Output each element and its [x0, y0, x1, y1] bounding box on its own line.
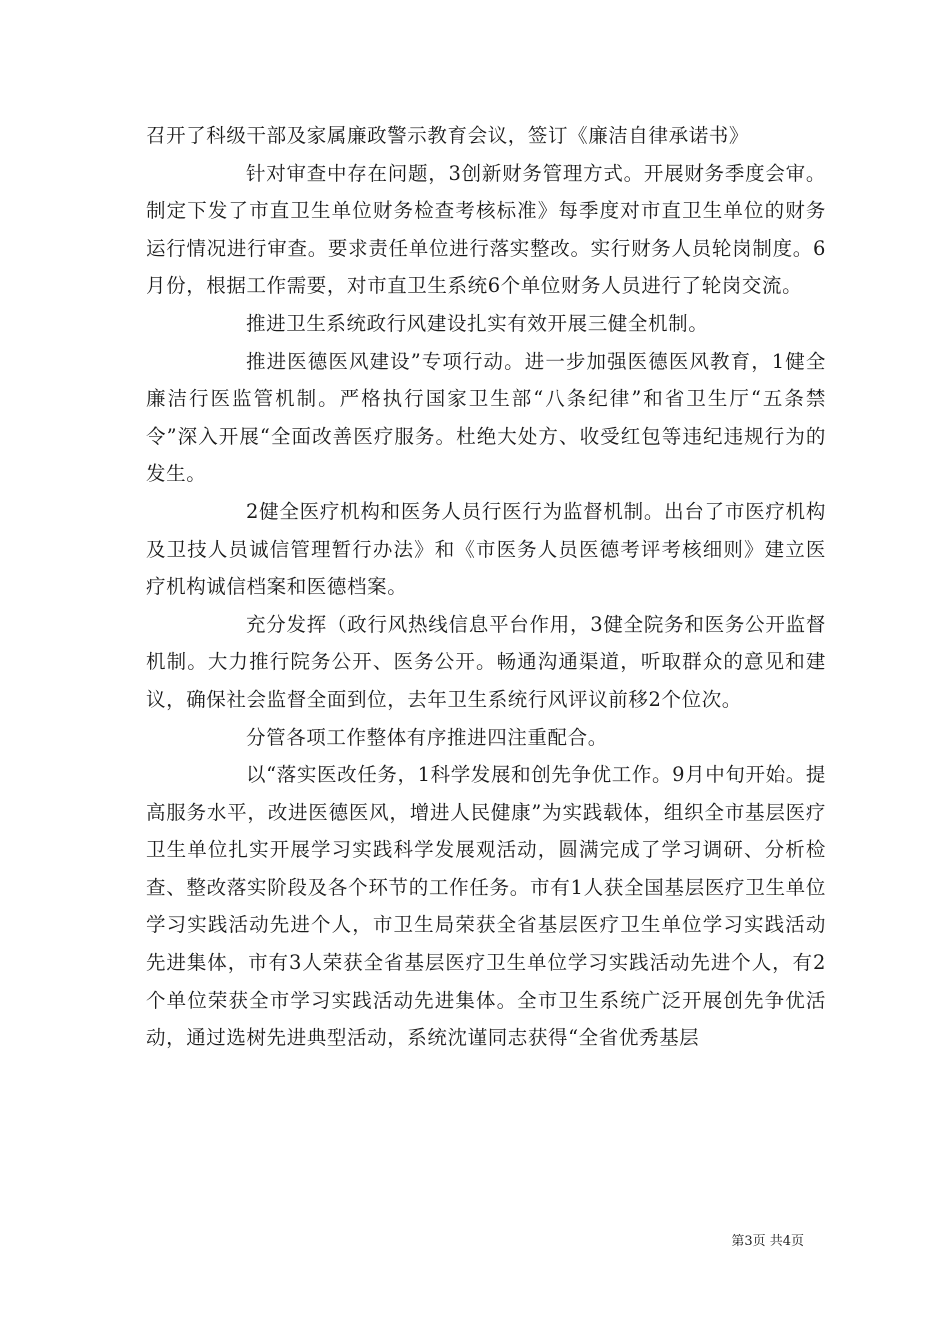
document-body [146, 117, 826, 1057]
paragraph-continuation: 召开了科级干部及家属廉政警示教育会议，签订《廉洁自律承诺书》 [146, 124, 750, 147]
paragraph-hotline-platform: 充分发挥（政行风热线信息平台作用，3健全院务和医务公开监督机制。大力推行院务公开、医务公开。畅通沟通渠道，听取群众的意见和建议，确保社会监督全面到位，去年卫生系统行风评议前移2个位次。 [146, 612, 826, 711]
paragraph-heading-coordination: 分管各项工作整体有序推进四注重配合。 [246, 725, 608, 749]
paragraph-reform-tasks: 以“落实医改任务，1科学发展和创先争优工作。9月中旬开始。提高服务水平，改进医德医风，增进人民健康”为实践载体，组织全市基层医疗卫生单位扎实开展学习实践科学发展观活动，圆满完成了学习调研、分析检查、整改落实阶段及各个环节的工作任务。市有1人获全国基层医疗卫生单位学习实践活动先进个人，市卫生局荣获全省基层医疗卫生单位学习实践活动先进集体，市有3人荣获全省基层医疗卫生单位学习实践活动先进个人，有2个单位荣获全市学习实践活动先进集体。全市卫生系统广泛开展创先争优活动，通过选树先进典型活动，系统沈谨同志获得“全省优秀基层 [146, 763, 826, 1050]
paragraph-heading-three-mechanisms: 推进卫生系统政行风建设扎实有效开展三健全机制。 [246, 311, 709, 335]
paragraph-finance-management: 针对审查中存在问题，3创新财务管理方式。开展财务季度会审。制定下发了市直卫生单位财务检查考核标准》每季度对市直卫生单位的财务运行情况进行审查。要求责任单位进行落实整改。实行财务人员轮岗制度。6月份，根据工作需要，对市直卫生系统6个单位财务人员进行了轮岗交流。 [146, 161, 826, 298]
paragraph-supervision-mechanism: 2健全医疗机构和医务人员行医行为监督机制。出台了市医疗机构及卫技人员诚信管理暂行办法》和《市医务人员医德考评考核细则》建立医疗机构诚信档案和医德档案。 [146, 499, 826, 599]
page-number: 第3页 共4页 [731, 1234, 804, 1249]
paragraph-medical-ethics: 推进医德医风建设”专项行动。进一步加强医德医风教育，1健全廉洁行医监管机制。严格执行国家卫生部“八条纪律”和省卫生厅“五条禁令”深入开展“全面改善医疗服务。杜绝大处方、收受红包等违纪违规行为的发生。 [146, 349, 826, 486]
